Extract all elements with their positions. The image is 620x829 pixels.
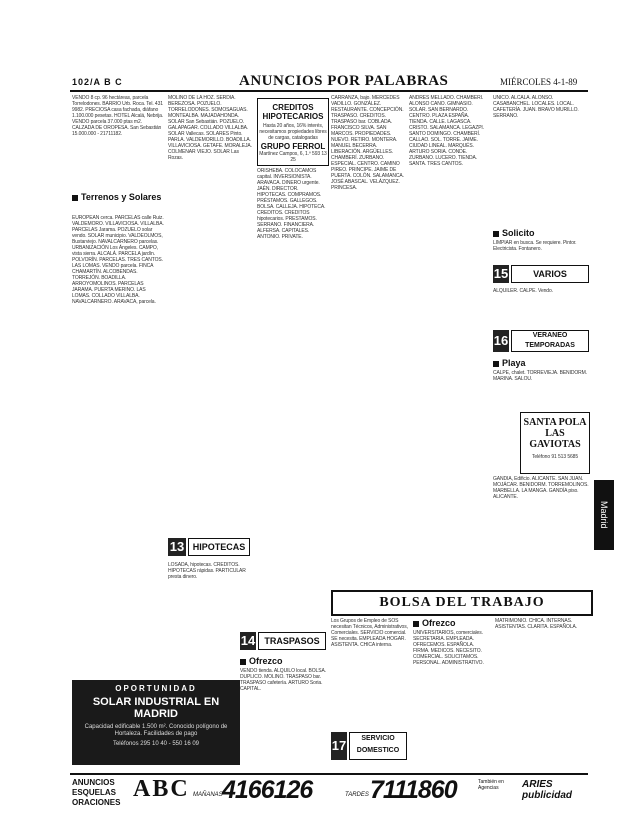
section-traspasos [240,632,330,652]
ad-title: SANTA POLA LAS GAVIOTAS [523,417,587,450]
column-6-bottom [493,476,589,586]
footer-rule [70,773,588,775]
column-text: UNIVERSITARIOS, comerciales. SECRETARIA. EMPLEADA. OFRECEMOS. ESPAÑOLA. FIRMA. MEDICOS. NECESITO. COMERCIAL. SOLICITAMOS. PERSONAL. ADMINISTRATIVO. [413,630,484,666]
header-rule [70,90,588,92]
bullet-icon [240,659,246,665]
column-text: VENDO 8 cp. 96 hectáreas, parcela Torrelodones. BARRIO Urb. Roca. Tel. 431 9982. PRECIOSA casa fachada, diáfano 1.100.000 pesetas. HOTEL Alcalá, Nebrija. VENDO parcela 37.000 ptas m2. CALZADA DE OROPESA. San Sebastián 15.000.000 - 21711182. [72,95,164,137]
afternoon-label: TARDES [345,792,369,798]
bullet-icon [493,361,499,367]
page-title: ANUNCIOS POR PALABRAS [239,73,449,89]
footer-labels: ANUNCIOS ESQUELAS ORACIONES [72,778,121,807]
bullet-icon [493,231,499,237]
column-text: Los Grupos de Empleo de SOS necesitan Técnicos, Administrativos, Comerciales. SERVICIO comercial. SE necesita. EMPLEADA HOGAR. ASISTENTA. CHICA interna. [331,618,408,648]
section-number: 15 [493,266,509,281]
section-label: HIPOTECAS [188,538,250,556]
column-6-varios [493,288,589,328]
column-6-top [493,95,589,225]
section-label: SERVICIO DOMESTICO [349,732,407,760]
section-varios [493,265,589,285]
ad-body: Hasta 20 años, 16% interés, necesitamos propiedades libres de cargas, catalogadas [259,123,327,141]
section-label: VARIOS [511,265,589,283]
bullet-icon [72,195,78,201]
bolsa-column-1 [331,618,409,728]
column-text: CALPE, chalet. TORREVIEJA. BENIDORM. MARINA. SALOU. [493,370,588,382]
section-terrenos: Terrenos y Solares [72,192,164,202]
bolsa-column-2 [413,630,491,775]
bullet-icon [413,621,419,627]
column-text: GANDIA, Edificio. ALICANTE. SAN JUAN. MOJÁCAR. BENIDORM. TORREMOLINOS. MARBELLA. LA MANGA. GANDÍA piso. ALICANTE. [493,476,589,500]
section-playa: Playa [493,358,589,368]
side-tab: Madrid [594,480,614,550]
column-text: MATRIMONIO. CHICA. INTERNAS. ASISTENTAS. CLARITA. ESPAÑOLA. [495,618,578,630]
ad-phone: Teléfono 91 513 5685 [531,454,579,460]
creditos-ad [257,98,329,166]
column-text: ANDRÉS MELLADO. CHAMBERÍ. ALONSO CANO. GIMNASIO. SOLAR. SAN BERNARDO. CENTRO. PLAZA ESPAÑA. TIENDA. CALLE. LAGASCA. CRISTO. SALAMANCA. LEGAZPI. SANTO DOMINGO. CHAMBERÍ. CALLAO. SOL. TORRE. JAIME. CIUDAD LINEAL. MARQUÉS. ARTURO SORIA. CONDE. ZURBANO. LUCERO. TIENDA. SANTA. TRES CANTOS. [409,95,485,167]
ad-title: CREDITOS HIPOTECARIOS [262,103,324,121]
column-text: LIMPIAR en busca. Se requiere. Pintor. Electricista. Fontanero. [493,240,577,252]
column-text: LOSADA, hipotecas. CREDITOS. HIPOTECAS rápidas. PARTICULAR presta dinero. [168,562,246,580]
column-3-traspasos [240,668,328,773]
column-1-top [72,95,164,190]
column-text: ORISHEBA. COLOCAMOS capital. INVERSIONISTA. ARAVACA. DINERO urgente. JAÉN. DIRECTOR. HIPOTECAS. COMPRAMOS. PRÉSTAMOS. GALLEGOS. BOLSA. CALLEJA. HIPOTECA. CREDITOS. CREDITOS hipotecarios. PRESTAMOS. SERRANO. FINANCIERA. ALFERSA. CAPITALES. ANTONIO. PRIVATE. [257,168,326,240]
column-4 [331,95,405,585]
section-number: 16 [493,330,509,352]
page-date: MIÉRCOLES 4-1-89 [500,77,578,87]
column-text: VENDO tienda. ALQUILO local. BOLSA. DUPLICO. MOLINO. TRASPASO bar. TRASPASO cafetería. ARTURO Soria. CAPITAL. [240,668,326,692]
ad-address: Martínez Campos, 6, 1.º 593 13 25 [259,151,327,163]
column-6-solicito [493,240,589,262]
morning-phone: 4166126 [222,776,313,804]
section-label: TRASPASOS [258,632,326,650]
column-2 [168,95,253,535]
morning-label: MAÑANAS [193,792,223,798]
page-reference: 102/A B C [72,77,123,87]
footer-small-text: También en Agencias [478,779,504,791]
section-number: 14 [240,633,256,648]
ad-body: Capacidad edificable 1.500 m². Conocido polígono de Hortaleza. Facilidades de pago [84,724,228,737]
abc-logo: ABC [133,776,190,802]
column-1-list [72,215,164,635]
section-number: 13 [169,539,185,554]
section-servicio [331,732,409,762]
section-solicito: Solicito [493,228,589,238]
aries-logo: ARIES publicidad [522,779,572,801]
afternoon-phone: 7111860 [370,776,457,804]
solar-ad [72,680,240,765]
section-veraneo [493,330,589,354]
section-number: 17 [331,732,347,760]
ad-phone: Teléfonos 295 10 40 - 550 16 09 [112,741,200,747]
column-text: ALQUILER. CALPE. Vendo. [493,288,553,294]
section-ofrezco-2: Ofrezco [413,618,491,628]
ad-company: GRUPO FERROL [260,142,326,151]
column-5 [409,95,489,585]
bolsa-title: BOLSA DEL TRABAJO [379,595,545,610]
section-hipotecas [168,538,252,558]
column-text: EUROPEAN cerca. PARCELAS calle Ruiz. VALDEMORO. VILLAVICIOSA. VILLALBA. PARCELAS Jarama. POZUELO solar vendo. SOLAR municipio. VALDEOLMOS, Bustarviejo. NAVALCARNERO parcelas. URBANIZACIÓN Los Ángeles. CAMPO, vista sierra. ALCALÁ. PARCELA jardín. POLVORÍN. PARCELAS. TRES CANTOS. LAS LOMAS. VENDO parcela. FINCA CHAMARTÍN. ALCOBENDAS. TORREJÓN. BOADILLA. ARROYOMOLINOS. PARCELAS JARAMA. PUERTA MERINO. LAS LOMAS. COLLADO VILLALBA. NAVALCARNERO. ARAVACA, parcela. [72,215,164,305]
column-text: CARRANZA, bajo. MERCEDES VADILLO. GONZÁLEZ. RESTAURANTE. CONCEPCIÓN. TRASPASO. CREDITOS. TRASPASO bar. COBLADA. FRANCISCO SILVA. SAN MARCOS. PROPIEDADES. NUEVO. RETIRO. MONTERA. MANUEL BECERRA. LIBERACIÓN. ARGÜELLES. CHAMBERÍ. ZURBANO. ESPECIAL. CENTRO. CAMINO PIREO. PRINCIPE. JAIME DE PUERTA. COLÓN. SALAMANCA. JOSÉ ABASCAL. VELÁZQUEZ. PRINCESA. [331,95,404,191]
section-label: VERANEO TEMPORADAS [511,330,589,352]
ad-title: SOLAR INDUSTRIAL EN MADRID [92,696,220,720]
column-3 [257,168,327,628]
bolsa-header [331,590,593,616]
section-ofrezco-1: Ofrezco [240,656,328,666]
column-text: MOLINO DE LA HOZ. SERDIA. BEREZOSA. POZUELO. TORRELODONES. SOMOSAGUAS. MONTEALBA. MAJADAHONDA. SOLAR San Sebastián. POZUELO. GALAPAGAR. COLLADO VILLALBA. SOLAR Vallecas. SOLARES Pinto. PARLA. VALDEMORILLO. BOADILLA. VILLAVICIOSA. GETAFE. MORALEJA. COLMENAR VIEJO. SOLAR Las Rozas. [168,95,252,161]
column-6-playa [493,370,589,410]
bolsa-column-3 [495,618,589,773]
column-text: UNICO. ALCALÁ. ALONSO. CASABANCHEL. LOCALES. LOCAL. CAFETERÍA. JUAN. BRAVO MURILLO. SERRANO. [493,95,579,119]
gaviotas-ad [520,412,590,474]
ad-heading: OPORTUNIDAD [115,684,197,693]
